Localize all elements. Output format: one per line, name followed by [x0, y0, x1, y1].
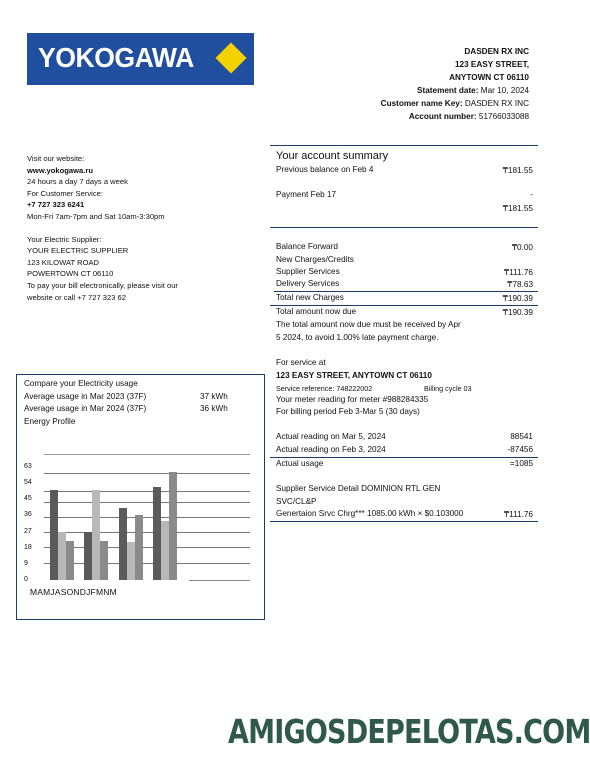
summary-title: Your account summary: [276, 150, 389, 162]
service-address: 123 EASY STREET, ANYTOWN CT 06110: [276, 371, 432, 380]
account-number: 51766033088: [478, 112, 529, 121]
supplier-city: POWERTOWN CT 06110: [27, 269, 114, 279]
contact-info: [27, 153, 262, 303]
y-tick-label: 0: [24, 576, 28, 583]
divider: [270, 145, 538, 146]
divider: [270, 457, 538, 458]
customer-street: 123 EASY STREET,: [454, 60, 529, 69]
customer-city: ANYTOWN CT 06110: [449, 73, 529, 82]
customer-key-line: [381, 97, 529, 110]
customer-company: DASDEN RX INC: [464, 47, 529, 56]
supplier-label: Your Electric Supplier:: [27, 234, 102, 244]
y-tick-label: 9: [24, 559, 28, 567]
supplier-street: 123 KILOWAT ROAD: [27, 257, 100, 267]
supplier-detail-line1: Supplier Service Detail DOMINION RTL GEN: [276, 484, 441, 493]
customer-key-label: Customer name Key:: [380, 99, 463, 108]
hours-text: 24 hours a day 7 days a week: [27, 177, 128, 187]
total-new-charges-row: Total new Charges ₸190.39: [276, 293, 533, 303]
subtotal-row: ₸181.55: [502, 204, 533, 213]
actual-usage-row: Actual usage =1085: [276, 459, 533, 468]
company-logo: [27, 33, 254, 85]
account-summary: [270, 145, 538, 525]
generation-charge-row: Genertaion Srvc Chrg*** 1085.00 kWh × $0.103000 ₸111.76: [276, 509, 533, 519]
account-number-line: [381, 110, 529, 123]
service-label: For service at: [276, 358, 326, 367]
logo-text: YOKOGAWA: [38, 42, 194, 73]
energy-profile-label: Energy Profile: [24, 417, 76, 426]
due-note-line1: The total amount now due must be received by Apr: [276, 320, 461, 329]
billing-cycle: Billing cycle 03: [424, 384, 472, 393]
customer-key: DASDEN RX INC: [464, 99, 529, 108]
supplier-services-row: Supplier Services ₸111.76: [276, 267, 533, 277]
avg-2023-value: 37 kWh: [200, 392, 228, 401]
statement-header: [381, 45, 529, 123]
visit-label: Visit our website:: [27, 154, 85, 163]
customer-service-label: For Customer Service:: [27, 188, 103, 198]
meter-reading-row: Your meter reading for meter #988284335: [276, 395, 429, 404]
delivery-services-row: Delivery Services ₸78.63: [276, 279, 533, 289]
x-axis-labels: MAMJASONDJFMNM: [30, 587, 117, 597]
actual-reading-feb-row: Actual reading on Feb 3, 2024 -87456: [276, 445, 533, 454]
prev-balance-row: Previous balance on Feb 4 ₸181.55: [276, 165, 533, 175]
service-reference-row: Service reference: 748222002 Billing cycle 03: [276, 384, 472, 393]
y-tick-label: 36: [24, 511, 32, 519]
avg-2024-value: 36 kWh: [200, 404, 228, 413]
pay-note-line2: website or call +7 727 323 62: [27, 292, 126, 302]
payment-row: Payment Feb 17 -: [276, 190, 533, 199]
billing-period-row: For billing period Feb 3-Mar 5 (30 days): [276, 407, 420, 416]
usage-title: Compare your Electricity usage: [24, 379, 138, 388]
new-charges-row: New Charges/Credits: [276, 255, 354, 264]
divider: [270, 227, 538, 228]
statement-date-line: [381, 84, 529, 97]
customer-service-hours: Mon-Fri 7am-7pm and Sat 10am-3:30pm: [27, 211, 165, 221]
supplier-name: YOUR ELECTRIC SUPPLIER: [27, 246, 129, 256]
account-number-label: Account number:: [408, 112, 477, 121]
due-note-line2: 5 2024, to avoid 1.00% late payment charge.: [276, 333, 439, 342]
avg-2024-label: Average usage in Mar 2024 (37F): [24, 404, 147, 413]
total-due-row: Total amount now due ₸190.39: [276, 307, 533, 317]
y-tick-label: 18: [24, 543, 32, 551]
divider: [270, 521, 538, 522]
usage-comparison-box: [16, 374, 265, 620]
logo-diamond-icon: [215, 42, 246, 73]
supplier-detail-line2: SVC/CL&P: [276, 497, 317, 506]
watermark: AMIGOSDEPELOTAS.COM: [228, 712, 590, 751]
actual-reading-mar-row: Actual reading on Mar 5, 2024 88541: [276, 432, 533, 441]
website-link[interactable]: www.yokogawa.ru: [27, 165, 93, 175]
customer-service-phone[interactable]: +7 727 323 6241: [27, 200, 85, 210]
y-tick-label: 63: [24, 463, 32, 470]
statement-date: Mar 10, 2024: [480, 86, 529, 95]
y-tick-label: 27: [24, 527, 32, 535]
divider: [274, 291, 538, 292]
avg-2023-label: Average usage in Mar 2023 (37F): [24, 392, 147, 401]
y-tick-label: 54: [24, 479, 32, 487]
balance-forward-row: Balance Forward ₸0.00: [276, 242, 533, 252]
y-tick-label: 45: [24, 495, 32, 503]
divider: [270, 305, 538, 306]
pay-note-line1: To pay your bill electronically, please visit our: [27, 280, 178, 290]
statement-date-label: Statement date:: [417, 86, 479, 95]
